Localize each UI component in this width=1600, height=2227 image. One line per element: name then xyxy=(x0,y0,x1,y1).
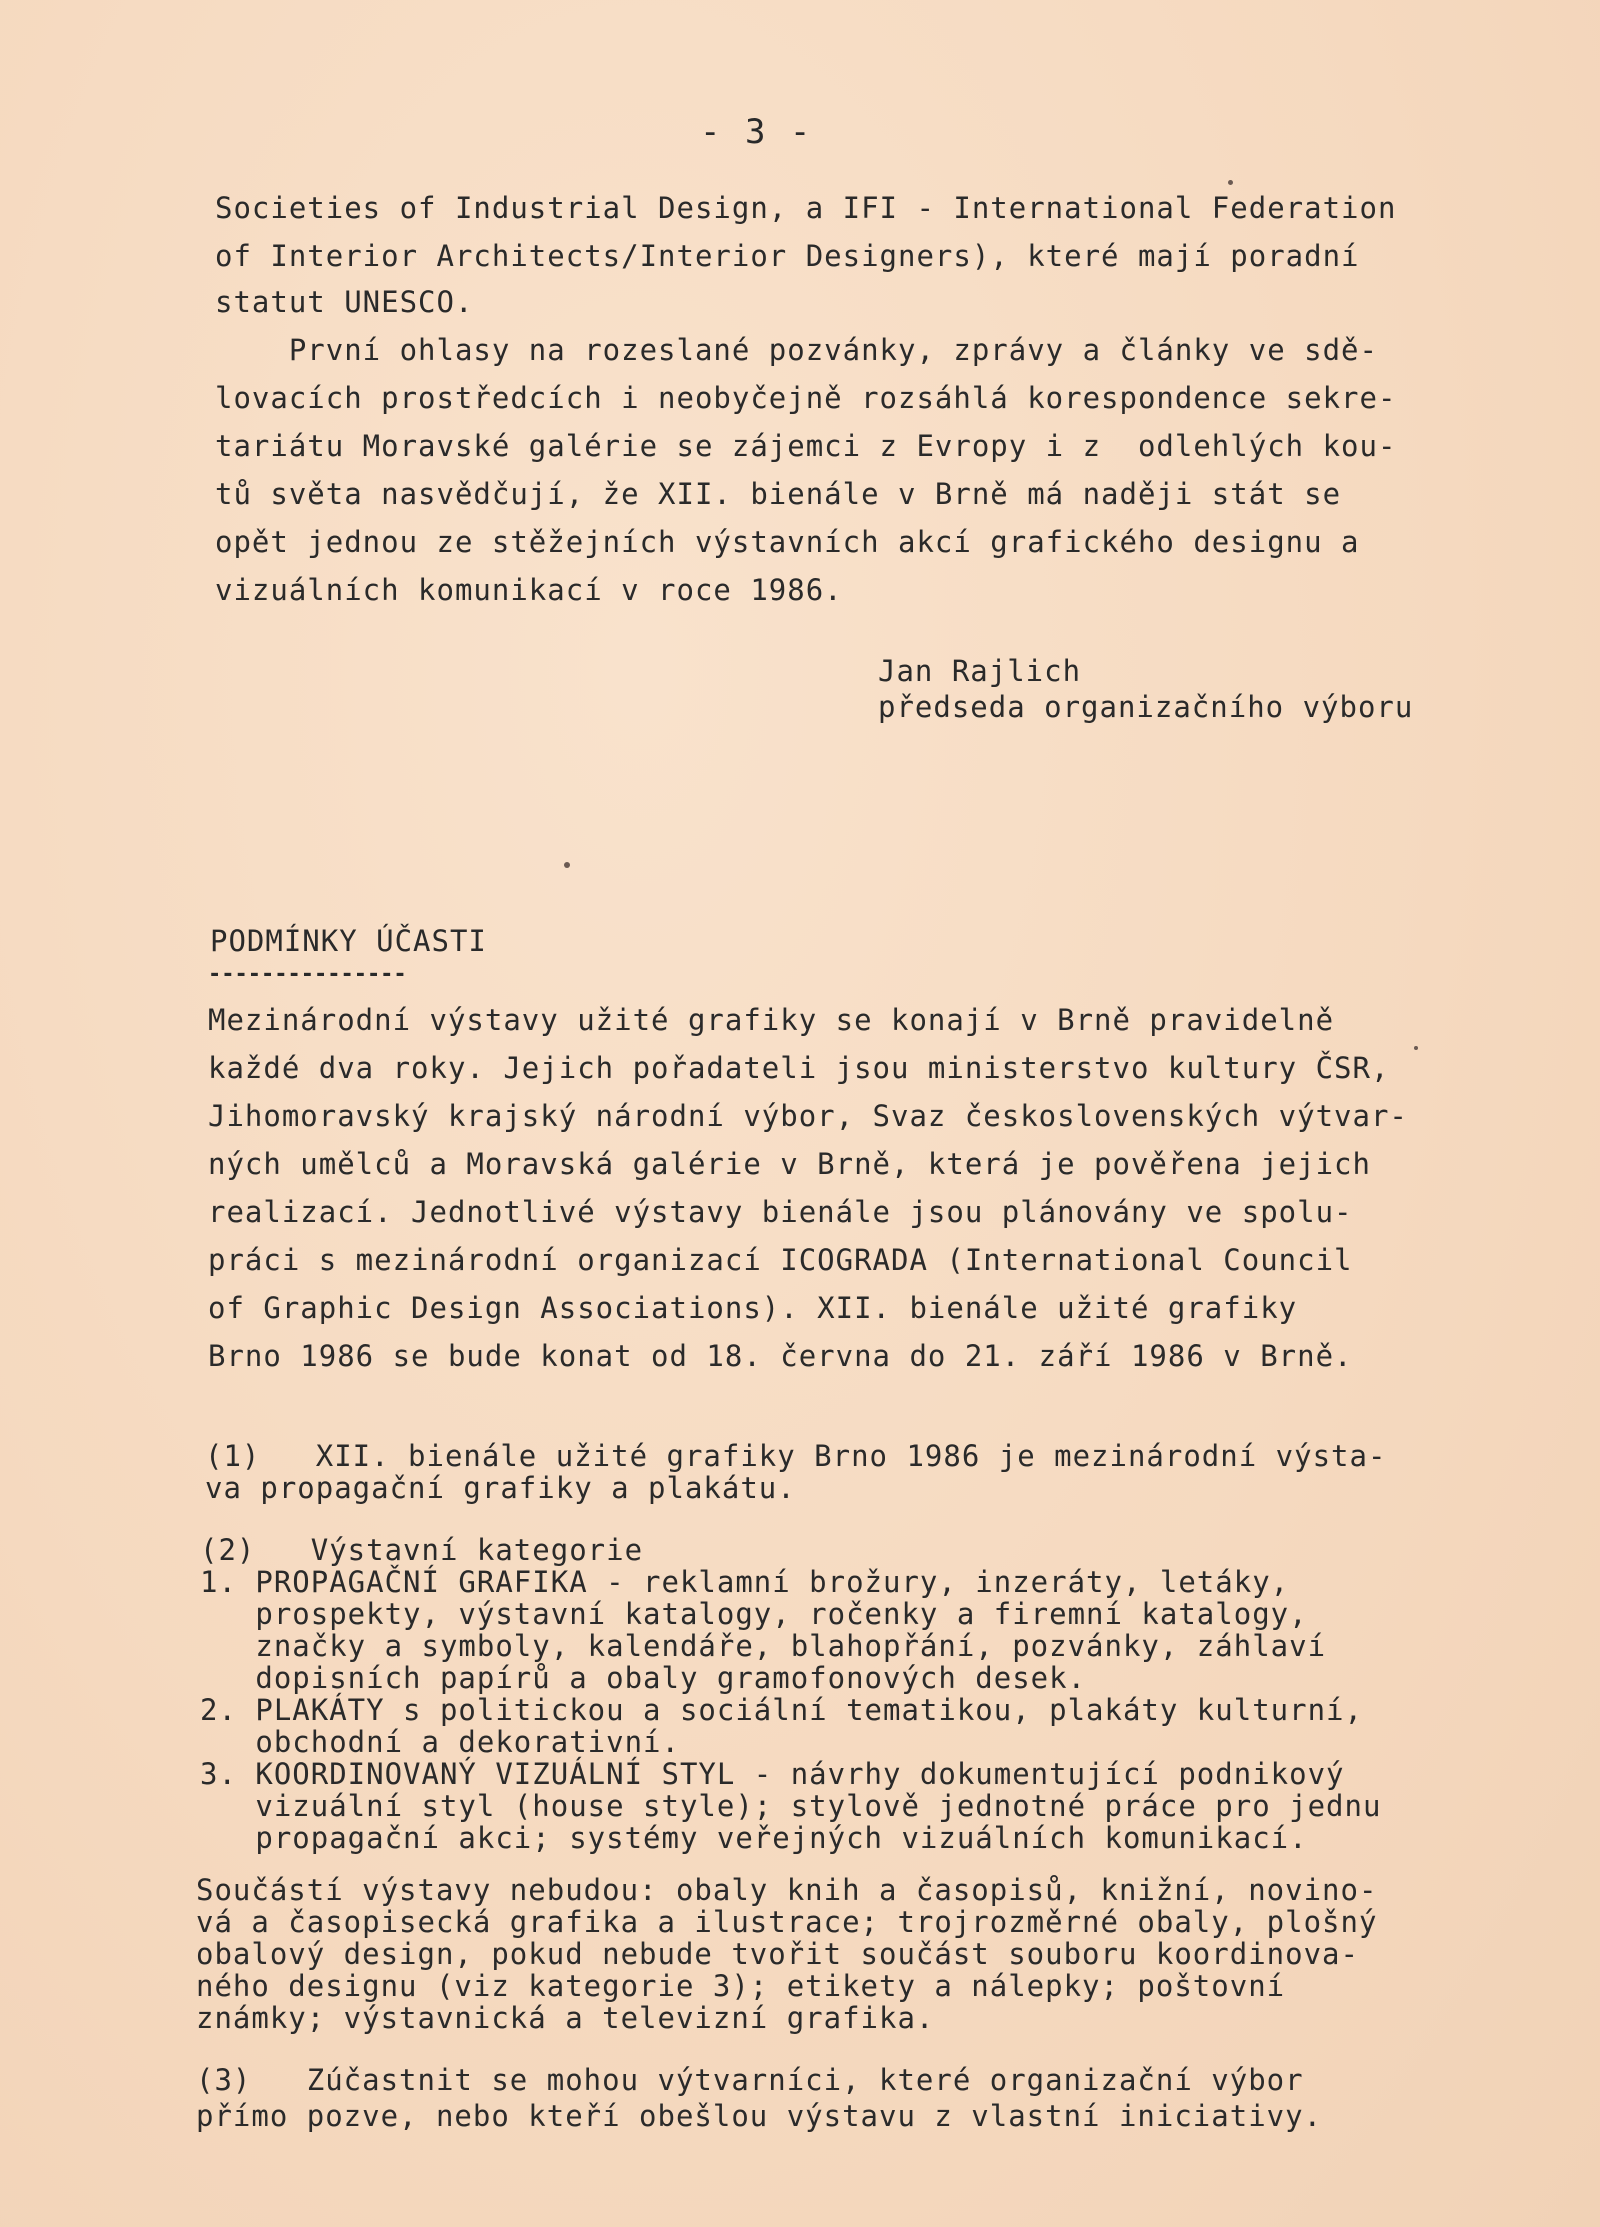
exclusions-line: Součástí výstavy nebudou: obaly knih a časopisů, knižní, novino- xyxy=(196,1873,1378,1907)
point-3-line: přímo pozve, nebo kteří obešlou výstavu z vlastní iniciativy. xyxy=(196,2099,1323,2133)
point-2-line: obchodní a dekorativní. xyxy=(200,1725,680,1759)
response-line: lovacích prostředcích i neobyčejně rozsáhlá korespondence sekre- xyxy=(215,381,1397,415)
point-2-line: dopisních papírů a obaly gramofonových desek. xyxy=(200,1661,1087,1695)
point-2-line: prospekty, výstavní katalogy, ročenky a firemní katalogy, xyxy=(200,1597,1308,1631)
intro-line: statut UNESCO. xyxy=(215,285,474,319)
point-2-line: 1. PROPAGAČNÍ GRAFIKA - reklamní brožury, inzeráty, letáky, xyxy=(200,1565,1290,1599)
point-2-line: 3. KOORDINOVANÝ VIZUÁLNÍ STYL - návrhy dokumentující podnikový xyxy=(200,1757,1345,1791)
conditions-line: Jihomoravský krajský národní výbor, Svaz československých výtvar- xyxy=(208,1099,1408,1133)
point-2-line: (2) Výstavní kategorie xyxy=(200,1533,644,1567)
conditions-line: realizací. Jednotlivé výstavy bienále jsou plánovány ve spolu- xyxy=(208,1195,1353,1229)
page-number: - 3 - xyxy=(700,112,813,152)
conditions-line: of Graphic Design Associations). XII. bienále užité grafiky xyxy=(208,1291,1298,1325)
intro-line: of Interior Architects/Interior Designers), které mají poradní xyxy=(215,239,1360,273)
section-heading: PODMÍNKY ÚČASTI xyxy=(210,924,487,958)
conditions-line: každé dva roky. Jejich pořadateli jsou ministerstvo kultury ČSR, xyxy=(208,1051,1390,1085)
heading-underline: --------------- xyxy=(208,962,407,987)
intro-line: Societies of Industrial Design, a IFI - International Federation xyxy=(215,191,1397,225)
exclusions-line: vá a časopisecká grafika a ilustrace; trojrozměrné obaly, plošný xyxy=(196,1905,1378,1939)
exclusions-line: obalový design, pokud nebude tvořit součást souboru koordinova- xyxy=(196,1937,1359,1971)
exclusions-line: ného designu (viz kategorie 3); etikety a nálepky; poštovní xyxy=(196,1969,1286,2003)
point-3-line: (3) Zúčastnit se mohou výtvarníci, které organizační výbor xyxy=(196,2063,1304,2097)
response-line: tů světa nasvědčují, že XII. bienále v Brně má naději stát se xyxy=(215,477,1342,511)
paper-speck xyxy=(564,862,570,868)
point-1-line: (1) XII. bienále užité grafiky Brno 1986 je mezinárodní výsta- xyxy=(205,1439,1387,1473)
response-line: tariátu Moravské galérie se zájemci z Evropy i z odlehlých kou- xyxy=(215,429,1397,463)
point-2-line: 2. PLAKÁTY s politickou a sociální tematikou, plakáty kulturní, xyxy=(200,1693,1363,1727)
conditions-line: ných umělců a Moravská galérie v Brně, která je pověřena jejich xyxy=(208,1147,1371,1181)
response-line: vizuálních komunikací v roce 1986. xyxy=(215,573,843,607)
conditions-line: práci s mezinárodní organizací ICOGRADA (International Council xyxy=(208,1243,1353,1277)
point-1-line: va propagační grafiky a plakátu. xyxy=(205,1471,796,1505)
conditions-line: Brno 1986 se bude konat od 18. června do 21. září 1986 v Brně. xyxy=(208,1339,1353,1373)
exclusions-line: známky; výstavnická a televizní grafika. xyxy=(196,2001,935,2035)
paper-speck xyxy=(1228,180,1233,185)
point-2-line: propagační akci; systémy veřejných vizuálních komunikací. xyxy=(200,1821,1308,1855)
response-line: opět jednou ze stěžejních výstavních akcí grafického designu a xyxy=(215,525,1360,559)
signature-title: předseda organizačního výboru xyxy=(878,690,1414,724)
point-2-line: vizuální styl (house style); stylově jednotné práce pro jednu xyxy=(200,1789,1382,1823)
point-2-line: značky a symboly, kalendáře, blahopřání, pozvánky, záhlaví xyxy=(200,1629,1327,1663)
conditions-line: Mezinárodní výstavy užité grafiky se konají v Brně pravidelně xyxy=(208,1003,1335,1037)
signature-name: Jan Rajlich xyxy=(878,654,1082,688)
paper-speck xyxy=(1414,1046,1418,1050)
response-line: První ohlasy na rozeslané pozvánky, zprávy a články ve sdě- xyxy=(215,333,1378,367)
